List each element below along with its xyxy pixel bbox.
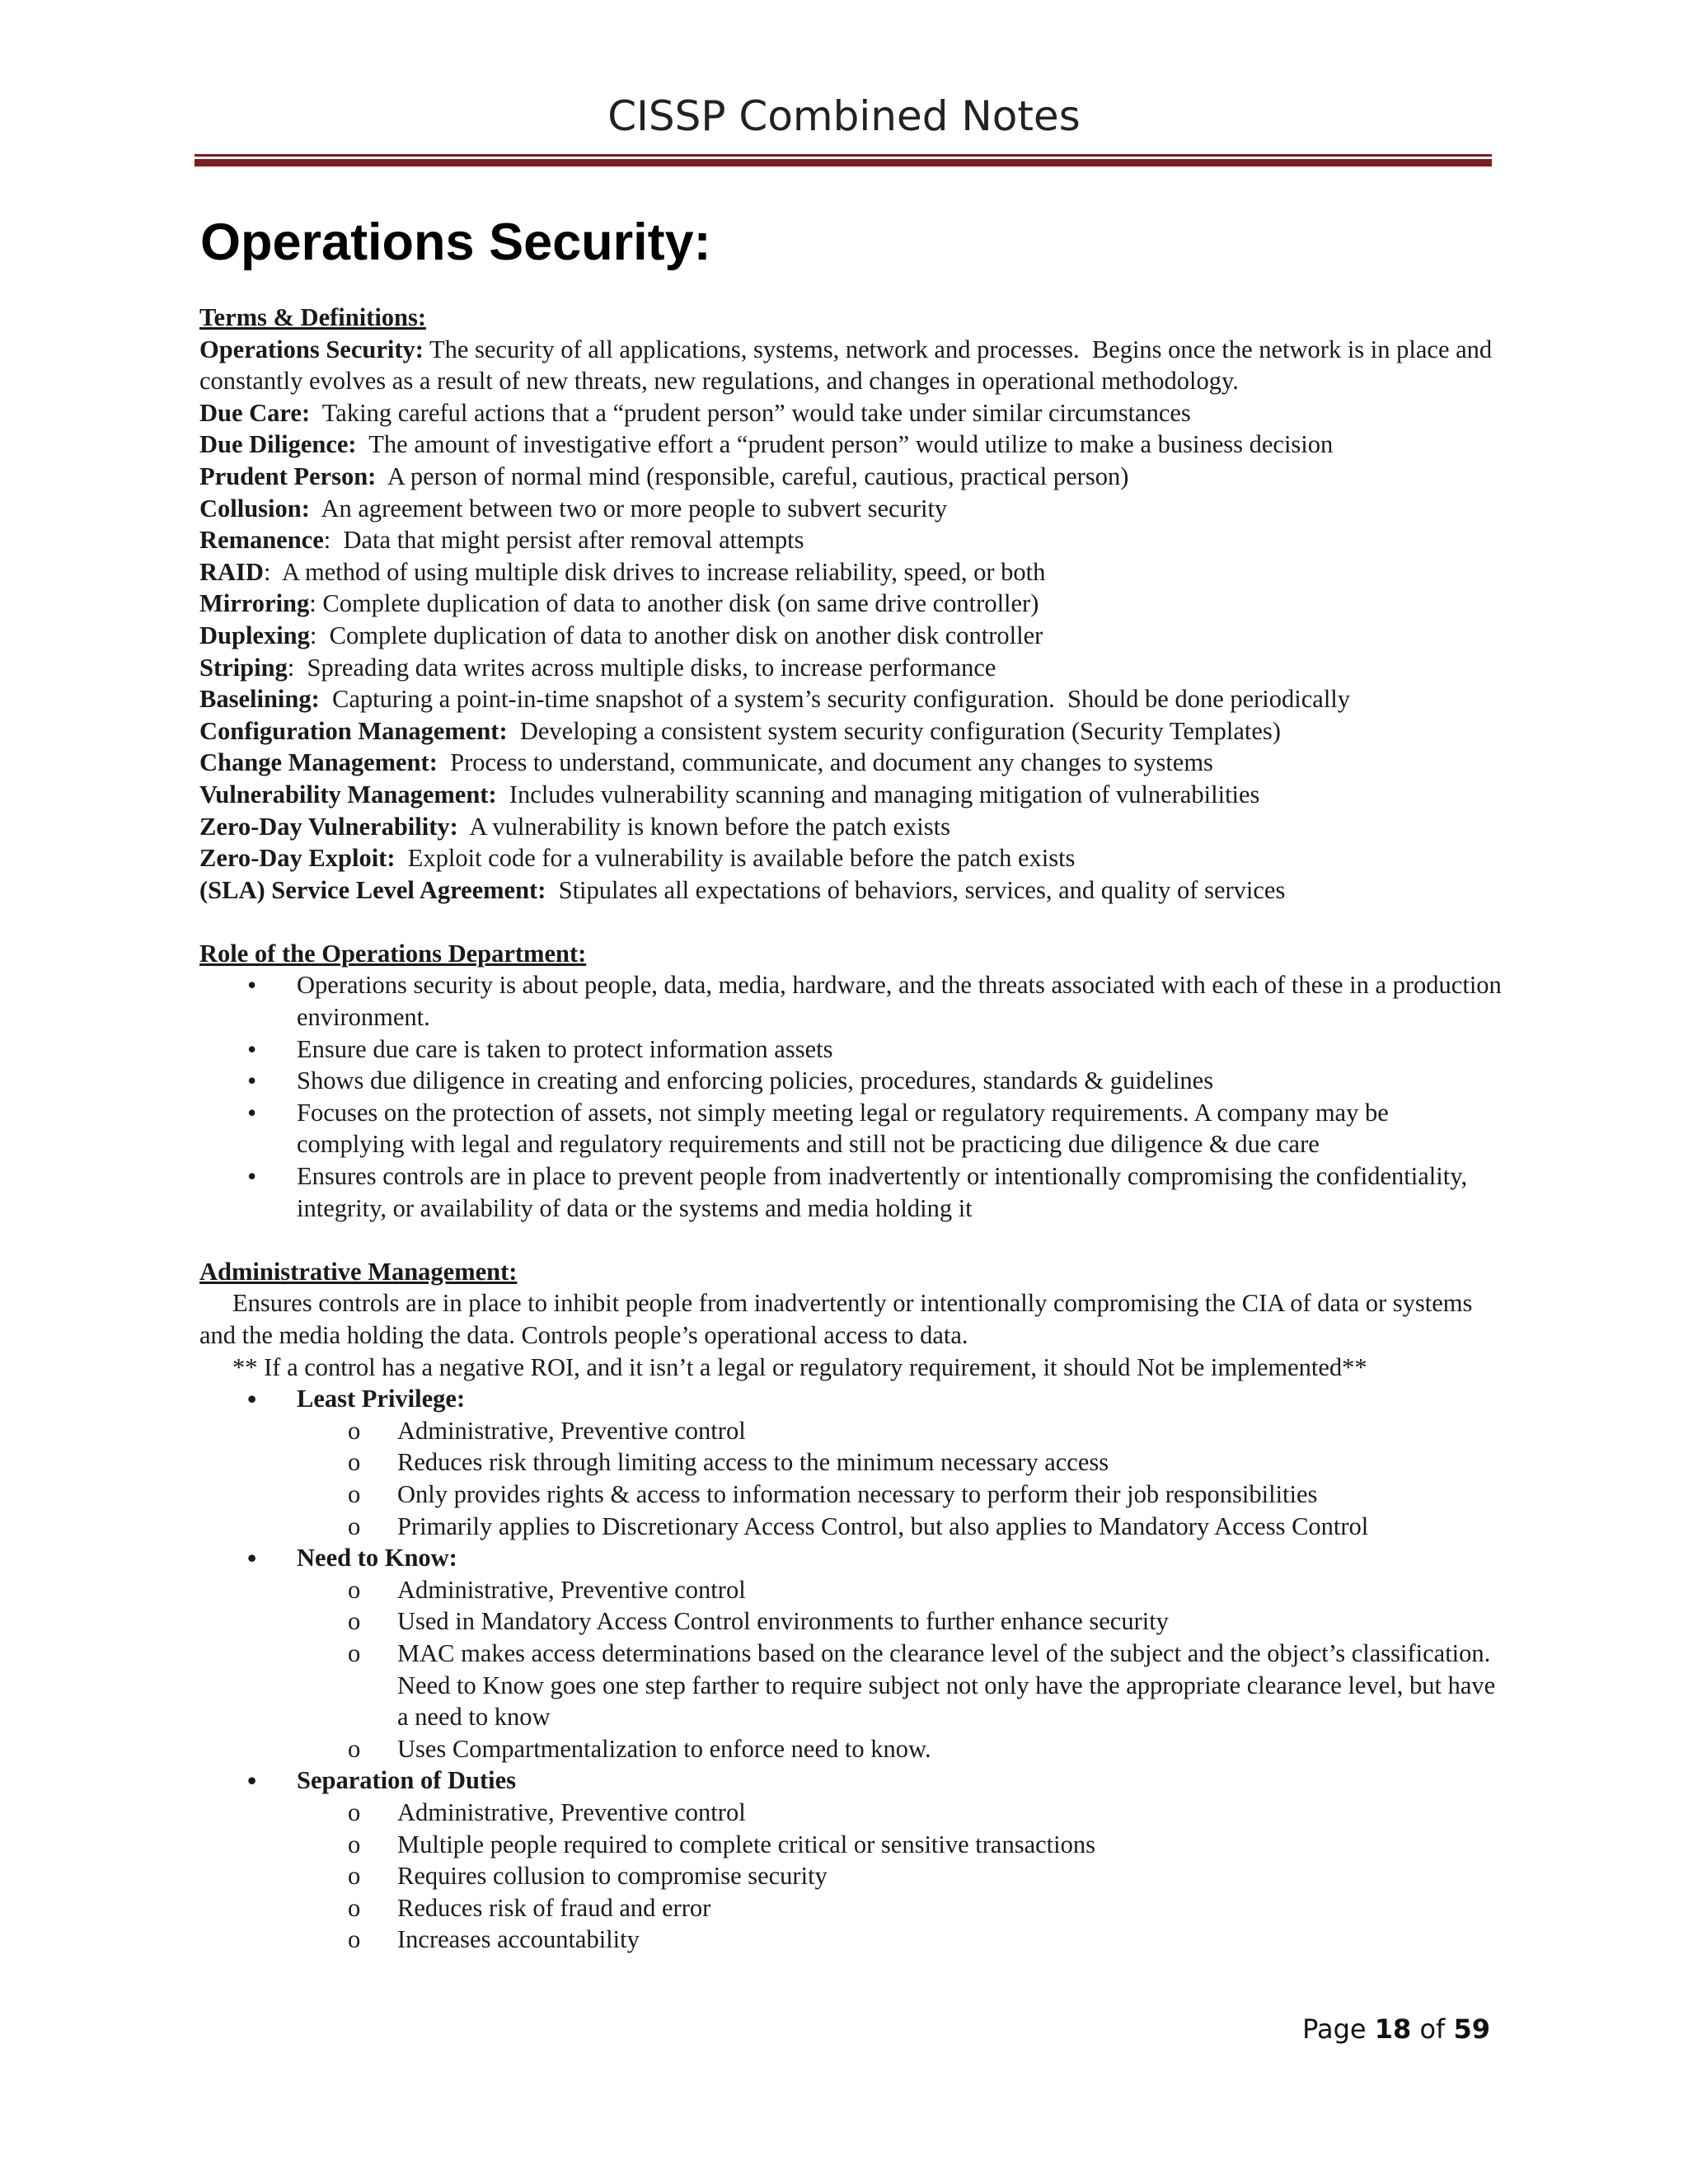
- spacer: [199, 1224, 1502, 1256]
- spacer: [199, 906, 1502, 938]
- term-definition-row: [199, 715, 1502, 748]
- sub-bullet-item: o Primarily applies to Discretionary Access Control, but also applies to Mandatory Access Control: [199, 1511, 1502, 1543]
- sub-bullet-item: o Reduces risk through limiting access to the minimum necessary access: [199, 1446, 1502, 1479]
- term-definition-row: [199, 683, 1502, 715]
- admin-note: ** If a control has a negative ROI, and it isn’t a legal or regulatory requirement, it should Not be implemented**: [232, 1352, 1367, 1381]
- term-definition: A vulnerability is known before the patch exists: [457, 812, 950, 841]
- term-definition-row: [199, 811, 1502, 843]
- bullet-group-title: • Least Privilege:: [199, 1383, 1502, 1415]
- sub-bullet-item: o Multiple people required to complete critical or sensitive transactions: [199, 1829, 1502, 1861]
- sub-bullet-item: o Administrative, Preventive control: [199, 1415, 1502, 1447]
- term-definition-row: [199, 397, 1502, 429]
- page-number-middle: of: [1411, 2013, 1454, 2045]
- term-label: Collusion:: [199, 494, 310, 523]
- page-number-prefix: Page: [1302, 2013, 1375, 2045]
- term-definition: A person of normal mind (responsible, careful, cautious, practical person): [376, 462, 1129, 490]
- term-label: Duplexing: [199, 621, 310, 649]
- term-definition-row: [199, 842, 1502, 874]
- sub-bullet-item: o Used in Mandatory Access Control environments to further enhance security: [199, 1605, 1502, 1638]
- term-definition: : Spreading data writes across multiple disks, to increase performance: [287, 653, 996, 682]
- bullet-item: • Focuses on the protection of assets, not simply meeting legal or regulatory requirements. A company may be complying with legal and regulatory requirements and still not be practicing due diligence & due care: [199, 1097, 1502, 1160]
- admin-groups: [199, 1383, 1502, 1956]
- term-label: Due Diligence:: [199, 430, 357, 459]
- term-definition: : A method of using multiple disk drives to increase reliability, speed, or both: [263, 557, 1046, 586]
- term-definition: Process to understand, communicate, and document any changes to systems: [437, 748, 1213, 777]
- sub-bullet-item: o Administrative, Preventive control: [199, 1574, 1502, 1606]
- terms-list: [199, 334, 1502, 907]
- term-label: RAID: [199, 557, 264, 586]
- bullet-item: • Ensures controls are in place to prevent people from inadvertently or intentionally compromising the confidentiality, integrity, or availability of data or the systems and media holding it: [199, 1160, 1502, 1224]
- page-number: [1302, 2013, 1490, 2045]
- page-number-current: 18: [1374, 2013, 1412, 2045]
- term-label: Baselining:: [199, 685, 320, 714]
- term-label: Vulnerability Management:: [199, 780, 497, 808]
- term-label: Mirroring: [199, 589, 310, 618]
- term-definition-row: [199, 620, 1502, 652]
- term-definition-row: [199, 556, 1502, 588]
- term-definition-row: [199, 334, 1502, 397]
- role-bullet-list: [199, 969, 1502, 1224]
- running-header: CISSP Combined Notes: [607, 92, 1081, 140]
- sub-bullet-item: o MAC makes access determinations based on the clearance level of the subject and the object’s classification. Need to Know goes one step farther to require subject not only have the appropriate clearance level, but have a need to know: [199, 1638, 1502, 1733]
- bullet-group-title: • Need to Know:: [199, 1542, 1502, 1574]
- term-definition-row: [199, 429, 1502, 461]
- term-label: Change Management:: [199, 748, 438, 777]
- admin-intro: Ensures controls are in place to inhibit people from inadvertently or intentionally compromising the CIA of data or systems and the media holding the data. Controls people’s operational access to data.: [199, 1289, 1473, 1349]
- sub-bullet-item: o Administrative, Preventive control: [199, 1797, 1502, 1829]
- sub-bullet-item: o Requires collusion to compromise security: [199, 1860, 1502, 1892]
- term-label: (SLA) Service Level Agreement:: [199, 875, 546, 904]
- term-definition-row: [199, 747, 1502, 779]
- bullet-group-title: • Separation of Duties: [199, 1765, 1502, 1797]
- sub-bullet-item: o Increases accountability: [199, 1924, 1502, 1956]
- page-number-total: 59: [1453, 2013, 1490, 2045]
- section-title: Operations Security:: [200, 213, 711, 271]
- sub-bullet-item: o Uses Compartmentalization to enforce need to know.: [199, 1733, 1502, 1765]
- term-definition-row: [199, 493, 1502, 525]
- sub-bullet-item: o Only provides rights & access to information necessary to perform their job responsibilities: [199, 1479, 1502, 1511]
- term-definition: : Complete duplication of data to another disk (on same drive controller): [309, 589, 1039, 618]
- term-definition-row: [199, 524, 1502, 556]
- term-definition: : Data that might persist after removal attempts: [323, 526, 804, 555]
- term-label: Prudent Person:: [199, 462, 377, 490]
- term-definition: Developing a consistent system security configuration (Security Templates): [507, 716, 1281, 745]
- sub-bullet-item: o Reduces risk of fraud and error: [199, 1892, 1502, 1924]
- term-definition-row: [199, 588, 1502, 620]
- term-definition: An agreement between two or more people to subvert security: [309, 494, 948, 523]
- term-definition-row: [199, 779, 1502, 811]
- admin-heading: Administrative Management:: [199, 1257, 518, 1286]
- header-rule-thin: [195, 154, 1492, 157]
- term-label: Zero-Day Vulnerability:: [199, 812, 458, 841]
- term-definition: : Complete duplication of data to another disk on another disk controller: [309, 621, 1043, 649]
- term-definition: Stipulates all expectations of behaviors, services, and quality of services: [546, 875, 1286, 904]
- term-definition-row: [199, 874, 1502, 907]
- terms-heading: Terms & Definitions:: [199, 303, 427, 331]
- term-definition: Taking careful actions that a “prudent person” would take under similar circumstances: [310, 398, 1191, 427]
- term-definition: Capturing a point-in-time snapshot of a system’s security configuration. Should be done periodically: [319, 685, 1351, 714]
- term-definition: The security of all applications, systems, network and processes. Begins once the network is in place and constantly evolves as a result of new threats, new regulations, and changes in operational methodology.: [199, 335, 1498, 396]
- role-heading: Role of the Operations Department:: [199, 939, 587, 968]
- term-label: Due Care:: [199, 398, 311, 427]
- bullet-item: • Ensure due care is taken to protect information assets: [199, 1033, 1502, 1066]
- term-label: Zero-Day Exploit:: [199, 844, 396, 873]
- term-label: Remanence: [199, 526, 324, 555]
- term-label: Operations Security:: [199, 335, 424, 363]
- bullet-item: • Operations security is about people, data, media, hardware, and the threats associated with each of these in a production environment.: [199, 969, 1502, 1033]
- term-label: Configuration Management:: [199, 716, 508, 745]
- bullet-item: • Shows due diligence in creating and enforcing policies, procedures, standards & guidelines: [199, 1065, 1502, 1097]
- term-label: Striping: [199, 653, 288, 682]
- term-definition: Exploit code for a vulnerability is available before the patch exists: [395, 844, 1076, 873]
- page-content: [199, 302, 1502, 1956]
- term-definition: Includes vulnerability scanning and managing mitigation of vulnerabilities: [496, 780, 1260, 808]
- term-definition: The amount of investigative effort a “prudent person” would utilize to make a business decision: [356, 430, 1334, 459]
- header-rule-thick: [195, 159, 1492, 166]
- term-definition-row: [199, 652, 1502, 684]
- term-definition-row: [199, 461, 1502, 493]
